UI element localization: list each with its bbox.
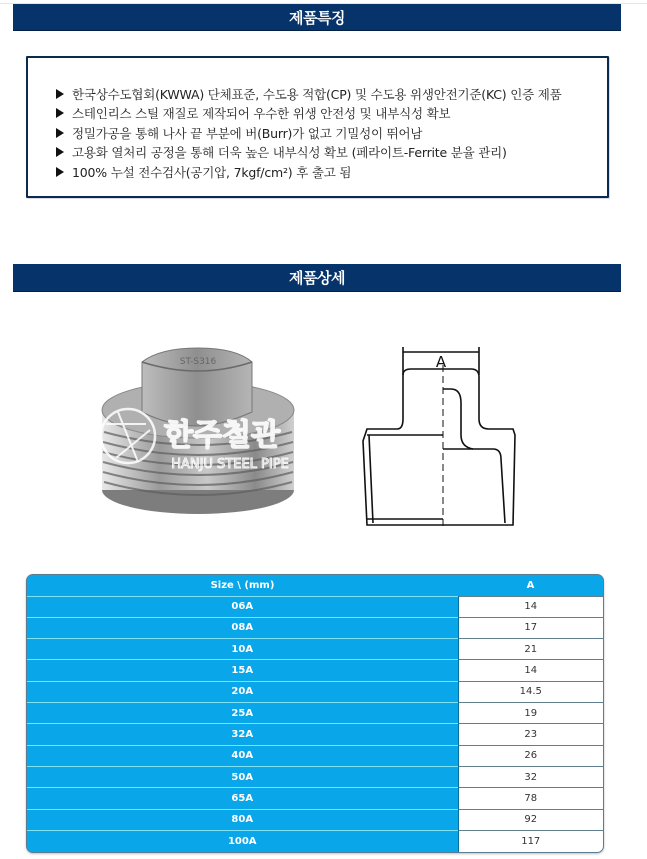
table-row xyxy=(27,703,603,724)
size-cell: 08A xyxy=(27,617,458,638)
size-cell: 80A xyxy=(27,809,458,830)
a-value-cell: 78 xyxy=(458,788,603,809)
a-value-cell: 117 xyxy=(458,831,603,852)
size-cell: 32A xyxy=(27,724,458,745)
table-row xyxy=(27,639,603,660)
features-list xyxy=(54,84,562,182)
feature-text: 고용화 열처리 공정을 통해 더욱 높은 내부식성 확보 (페라이트-Ferrite 분율 관리) xyxy=(72,145,507,161)
technical-drawing xyxy=(355,345,535,535)
feature-item xyxy=(54,162,562,182)
features-title: 제품특징 xyxy=(289,8,345,27)
features-section-header xyxy=(13,4,621,31)
table-row xyxy=(27,767,603,788)
size-cell: 10A xyxy=(27,639,458,660)
size-cell: 15A xyxy=(27,660,458,681)
feature-item xyxy=(54,104,562,124)
a-value-cell: 19 xyxy=(458,703,603,724)
size-table xyxy=(26,574,604,853)
a-value-cell: 26 xyxy=(458,745,603,766)
detail-section-header xyxy=(13,264,621,292)
table-row xyxy=(27,617,603,638)
size-cell: 06A xyxy=(27,596,458,617)
triangle-bullet-icon xyxy=(56,108,64,118)
a-value-cell: 21 xyxy=(458,639,603,660)
feature-text: 한국상수도협회(KWWA) 단체표준, 수도용 적합(CP) 및 수도용 위생안전기준(KC) 인증 제품 xyxy=(72,86,562,102)
size-cell: 20A xyxy=(27,681,458,702)
table-row xyxy=(27,660,603,681)
size-cell: 100A xyxy=(27,831,458,852)
svg-text:A: A xyxy=(435,353,447,371)
a-value-cell: 17 xyxy=(458,617,603,638)
triangle-bullet-icon xyxy=(56,167,64,177)
product-photo xyxy=(80,340,320,520)
table-row xyxy=(27,745,603,766)
table-row xyxy=(27,788,603,809)
size-cell: 25A xyxy=(27,703,458,724)
a-column-header: A xyxy=(458,575,603,596)
feature-item xyxy=(54,123,562,143)
a-value-cell: 23 xyxy=(458,724,603,745)
size-column-header: Size \ (mm) xyxy=(27,575,458,596)
feature-item xyxy=(54,143,562,163)
triangle-bullet-icon xyxy=(56,89,64,99)
square-plug-image xyxy=(80,340,320,520)
table-row xyxy=(27,724,603,745)
svg-text:한주철관: 한주철관 xyxy=(164,418,280,453)
size-cell: 40A xyxy=(27,745,458,766)
size-cell: 65A xyxy=(27,788,458,809)
feature-text: 스테인리스 스틸 재질로 제작되어 우수한 위생 안전성 및 내부식성 확보 xyxy=(72,106,451,122)
a-value-cell: 32 xyxy=(458,767,603,788)
table-row xyxy=(27,831,603,852)
a-value-cell: 14 xyxy=(458,660,603,681)
triangle-bullet-icon xyxy=(56,128,64,138)
triangle-bullet-icon xyxy=(56,147,64,157)
detail-title: 제품상세 xyxy=(289,269,345,287)
feature-item xyxy=(54,84,562,104)
a-value-cell: 92 xyxy=(458,809,603,830)
a-value-cell: 14 xyxy=(458,596,603,617)
svg-text:HANJU STEEL PIPE: HANJU STEEL PIPE xyxy=(171,457,289,472)
svg-text:ST-S316: ST-S316 xyxy=(179,357,217,367)
feature-text: 정밀가공을 통해 나사 끝 부분에 버(Burr)가 없고 기밀성이 뛰어남 xyxy=(72,125,423,141)
features-box xyxy=(26,56,609,198)
a-value-cell: 14.5 xyxy=(458,681,603,702)
table-row xyxy=(27,809,603,830)
table-row xyxy=(27,681,603,702)
plug-section-diagram xyxy=(355,345,535,535)
table-row xyxy=(27,596,603,617)
feature-text: 100% 누설 전수검사(공기압, 7kgf/cm²) 후 출고 됨 xyxy=(72,164,352,180)
size-cell: 50A xyxy=(27,767,458,788)
